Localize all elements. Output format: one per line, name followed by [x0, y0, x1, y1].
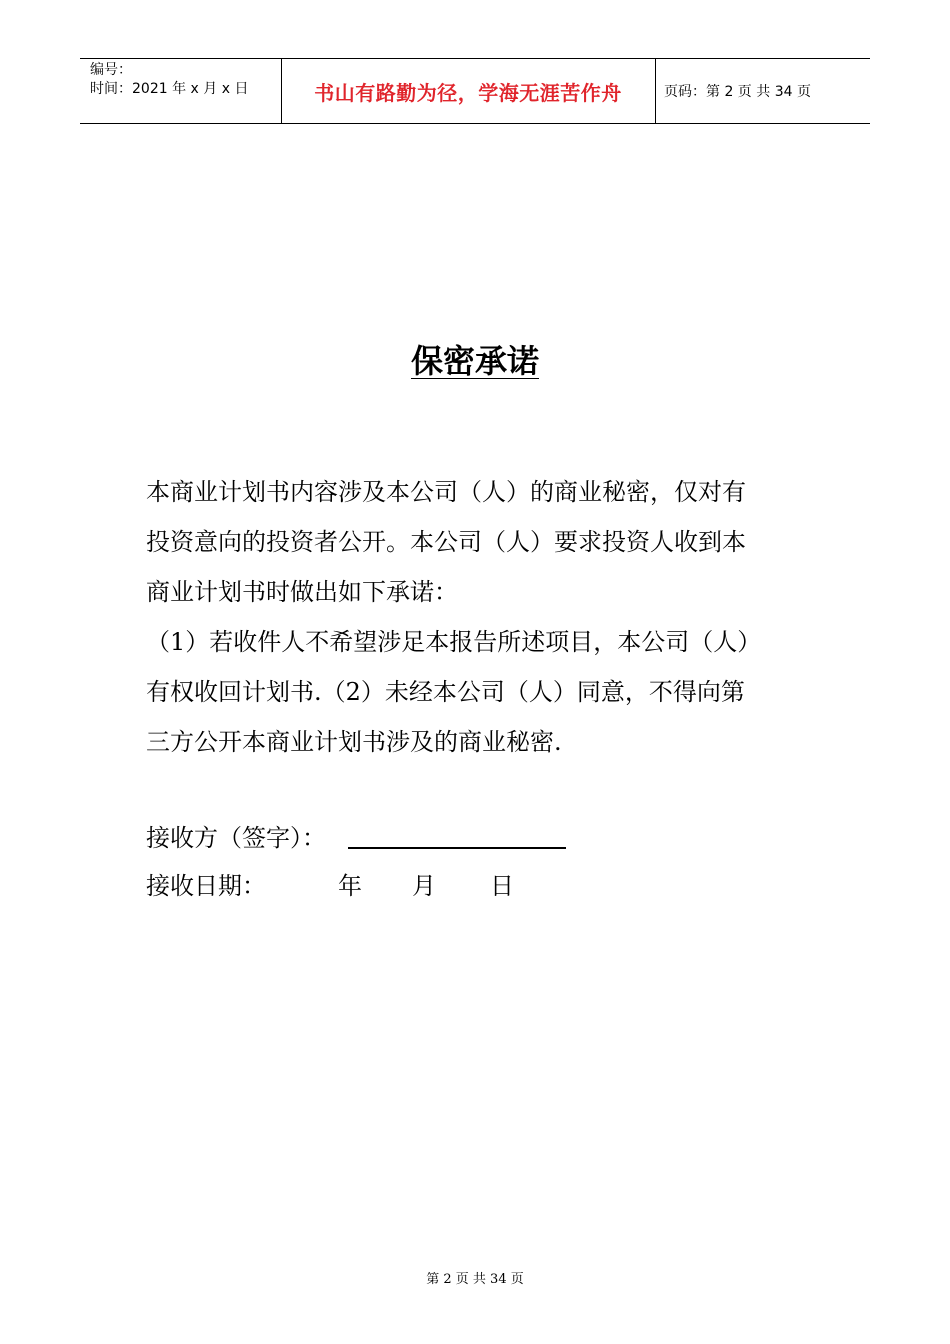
- header-divider-right: [655, 59, 656, 123]
- date-day-unit: 日: [490, 872, 514, 900]
- paragraph-line: 投资意向的投资者公开。本公司（人）要求投资人收到本: [146, 528, 746, 556]
- header-meta: [90, 61, 248, 99]
- paragraph-line: 商业计划书时做出如下承诺：: [146, 578, 458, 606]
- document-title: 保密承诺: [410, 342, 539, 380]
- receive-date-row: [146, 866, 514, 906]
- paragraph-line: 本商业计划书内容涉及本公司（人）的商业秘密，仅对有: [146, 478, 746, 506]
- document-title-container: [0, 336, 950, 382]
- page-header: [80, 58, 870, 124]
- paragraph-line: 有权收回计划书.（2）未经本公司（人）同意，不得向第: [146, 678, 745, 706]
- header-number-label: 编号：: [90, 62, 132, 78]
- date-year-unit: 年: [338, 872, 362, 900]
- header-time-label: 时间：2021 年 x 月 x 日: [90, 81, 249, 97]
- paragraph-line: 三方公开本商业计划书涉及的商业秘密.: [146, 728, 562, 756]
- receive-date-label: 接收日期：: [146, 872, 266, 900]
- paragraph-line: （1）若收件人不希望涉足本报告所述项目，本公司（人）: [146, 628, 762, 656]
- signature-field[interactable]: [348, 847, 566, 849]
- header-motto: 书山有路勤为径，学海无涯苦作舟: [314, 80, 622, 105]
- date-month-unit: 月: [412, 872, 436, 900]
- header-page-info: 页码：第 2 页 共 34 页: [664, 84, 811, 100]
- page-footer: 第 2 页 共 34 页: [426, 1272, 524, 1287]
- confidentiality-paragraph: [146, 467, 808, 767]
- signature-label: 接收方（签字）：: [146, 824, 326, 852]
